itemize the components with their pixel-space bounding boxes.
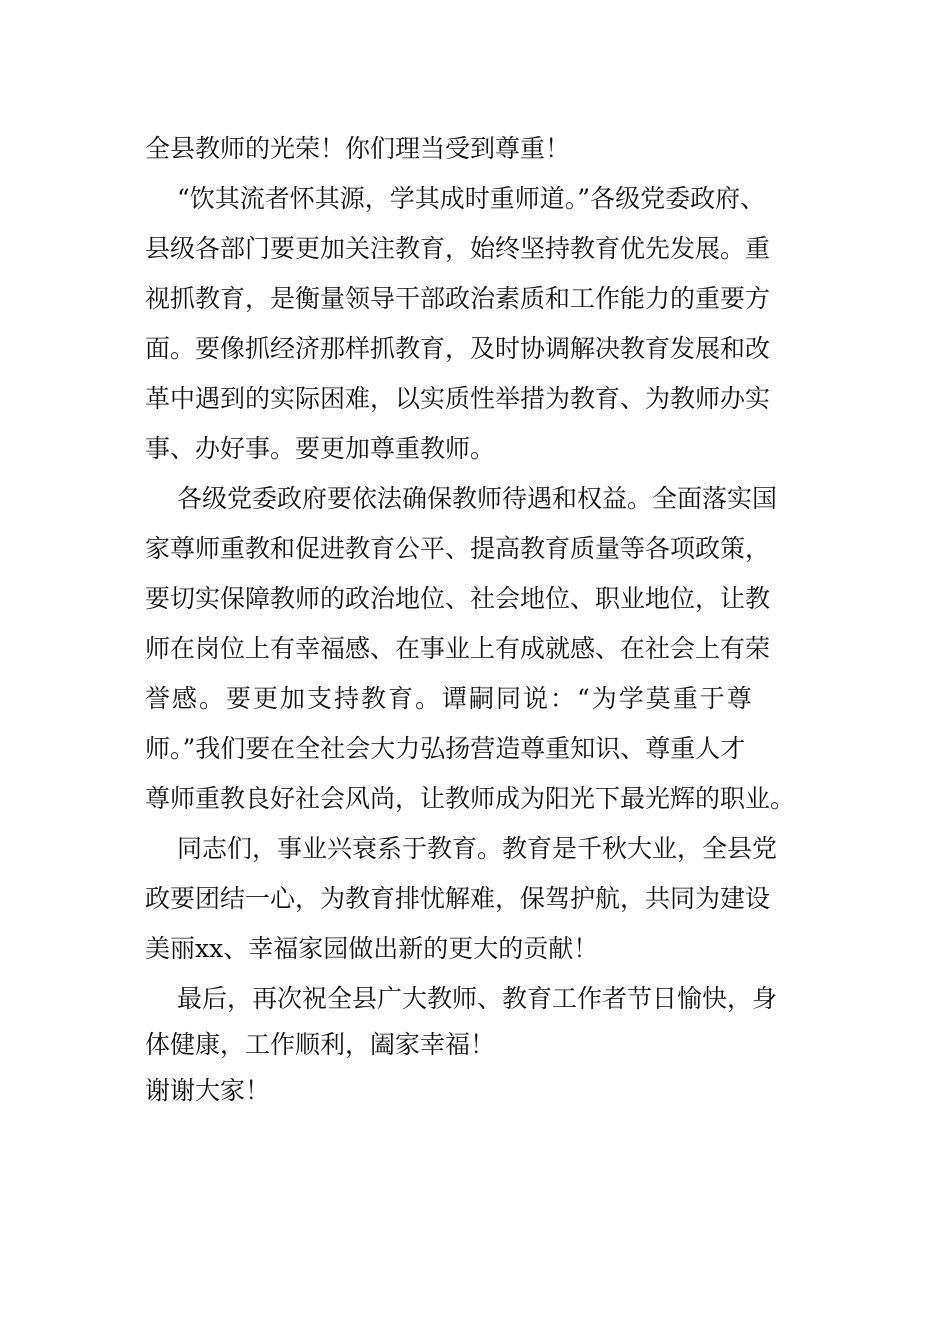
text-line: 尊师重教良好社会风尚，让教师成为阳光下最光辉的职业。 <box>145 784 796 813</box>
text-line: 县级各部门要更加关注教育，始终坚持教育优先发展。重 <box>145 234 771 263</box>
text-line: 体健康，工作顺利，阖家幸福！ <box>145 1030 496 1059</box>
text-line: 面。要像抓经济那样抓教育，及时协调解决教育发展和改 <box>145 334 771 363</box>
text-line: 全县教师的光荣！你们理当受到尊重！ <box>145 134 571 163</box>
text-line: 事、办好事。要更加尊重教师。 <box>145 434 496 463</box>
text-line: 师。”我们要在全社会大力弘扬营造尊重知识、尊重人才 <box>145 734 746 763</box>
text-line: 家尊师重教和促进教育公平、提高教育质量等各项政策， <box>145 534 771 563</box>
text-line: 革中遇到的实际困难，以实质性举措为教育、为教师办实 <box>145 384 771 413</box>
text-line: 誉感。要更加支持教育。谭嗣同说：“为学莫重于尊 <box>145 684 754 713</box>
text-line: 视抓教育，是衡量领导干部政治素质和工作能力的重要方 <box>145 284 771 313</box>
text-line: 美丽xx、幸福家园做出新的更大的贡献！ <box>145 934 599 963</box>
document-body <box>145 124 807 1116</box>
paragraph-start-line: 同志们，事业兴衰系于教育。教育是千秋大业，全县党 <box>177 834 778 863</box>
paragraph-start-line: 各级党委政府要依法确保教师待遇和权益。全面落实国 <box>177 484 778 513</box>
paragraph-start-line: “饮其流者怀其源，学其成时重师道。”各级党委政府、 <box>177 184 766 213</box>
text-line: 要切实保障教师的政治地位、社会地位、职业地位，让教 <box>145 584 771 613</box>
text-line: 政要团结一心，为教育排忧解难，保驾护航，共同为建设 <box>145 884 771 913</box>
text-line: 师在岗位上有幸福感、在事业上有成就感、在社会上有荣 <box>145 634 771 663</box>
paragraph-start-line: 最后，再次祝全县广大教师、教育工作者节日愉快，身 <box>177 984 778 1013</box>
closing-line: 谢谢大家！ <box>145 1076 271 1105</box>
